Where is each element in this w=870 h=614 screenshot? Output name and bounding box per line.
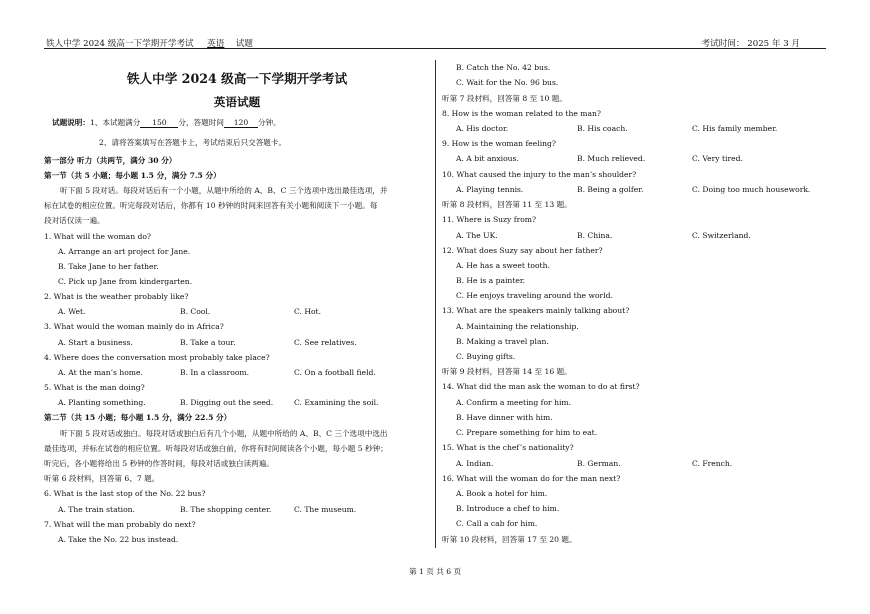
q8-option-a: A. His doctor. [456, 124, 509, 133]
material-7-note: 听第 7 段材料，回答第 8 至 10 题。 [442, 94, 567, 103]
header-subject: 英语 [207, 39, 225, 49]
instructions-line-1 [52, 119, 281, 128]
question-13: 13. What are the speakers mainly talking about? [442, 306, 630, 315]
page-footer: 第 1 页 共 6 页 [408, 567, 462, 576]
header-suffix: 试题 [235, 39, 253, 49]
q10-option-a: A. Playing tennis. [456, 185, 524, 194]
header-time-label: 考试时间： [701, 39, 745, 49]
q12-option-a: A. He has a sweet tooth. [456, 261, 550, 270]
q6-option-a: A. The train station. [58, 505, 135, 514]
q7-option-c: C. Wait for the No. 96 bus. [456, 78, 559, 87]
q14-option-a: A. Confirm a meeting for him. [456, 398, 572, 407]
section1-directions-3: 段对话仅读一遍。 [44, 216, 105, 225]
header-time-value: 2025 年 3 月 [747, 39, 800, 49]
question-14: 14. What did the man ask the woman to do at first? [442, 382, 640, 391]
question-6: 6. What is the last stop of the No. 22 bus? [44, 489, 206, 498]
section2-directions-1: 听下面 5 段对话或独白。每段对话或独白后有几个小题，从题中所给的 A、B、C 三个选项中选出 [60, 429, 388, 438]
q15-option-c: C. French. [692, 459, 733, 468]
q9-option-b: B. Much relieved. [577, 154, 646, 163]
question-2: 2. What is the weather probably like? [44, 292, 189, 301]
instructions-text-b: 分，答题时间 [178, 118, 224, 127]
q3-option-c: C. See relatives. [294, 338, 357, 347]
material-6-note: 听第 6 段材料，回答第 6、7 题。 [44, 474, 160, 483]
instructions-text-c: 分钟。 [257, 118, 281, 127]
question-7: 7. What will the man probably do next? [44, 520, 196, 529]
section1-directions-2: 标在试卷的相应位置。听完每段对话后，你都有 10 秒钟的时间来回答有关小题和阅读下一小题。每 [44, 201, 378, 210]
q15-option-b: B. German. [577, 459, 621, 468]
q6-option-b: B. The shopping center. [180, 505, 272, 514]
q11-option-c: C. Switzerland. [692, 231, 751, 240]
q9-option-c: C. Very tired. [692, 154, 743, 163]
q4-option-c: C. On a football field. [294, 368, 376, 377]
material-8-note: 听第 8 段材料，回答第 11 至 13 题。 [442, 200, 572, 209]
header-rule [44, 48, 826, 49]
q2-option-a: A. Wet. [58, 307, 86, 316]
q6-option-c: C. The museum. [294, 505, 357, 514]
q4-option-a: A. At the man’s home. [58, 368, 143, 377]
question-5: 5. What is the man doing? [44, 383, 145, 392]
q11-option-b: B. China. [577, 231, 613, 240]
column-divider [435, 60, 436, 548]
question-8: 8. How is the woman related to the man? [442, 109, 601, 118]
minutes-value: 120 [224, 119, 258, 128]
section1-directions-1: 听下面 5 段对话。每段对话后有一个小题，从题中所给的 A、B、C 三个选项中选出最佳选项，并 [60, 186, 388, 195]
exam-subtitle: 英语试题 [213, 95, 261, 109]
q8-option-c: C. His family member. [692, 124, 778, 133]
q9-option-a: A. A bit anxious. [456, 154, 519, 163]
q15-option-a: A. Indian. [456, 459, 494, 468]
q2-option-b: B. Cool. [180, 307, 211, 316]
q16-option-a: A. Book a hotel for him. [456, 489, 548, 498]
instructions-line-2: 2、请将答案填写在答题卡上，考试结束后只交答题卡。 [99, 138, 287, 147]
q10-option-c: C. Doing too much housework. [692, 185, 811, 194]
q5-option-c: C. Examining the soil. [294, 398, 379, 407]
material-10-note: 听第 10 段材料，回答第 17 至 20 题。 [442, 535, 577, 544]
q14-option-c: C. Prepare something for him to eat. [456, 428, 598, 437]
q7-option-b: B. Catch the No. 42 bus. [456, 63, 551, 72]
q10-option-b: B. Being a golfer. [577, 185, 644, 194]
q12-option-c: C. He enjoys traveling around the world. [456, 291, 613, 300]
question-9: 9. How is the woman feeling? [442, 139, 556, 148]
section2-directions-2: 最佳选项，并标在试卷的相应位置。听每段对话或独白前，你将有时间阅读各个小题，每小题 5 秒钟； [44, 444, 388, 453]
q1-option-b: B. Take Jane to her father. [58, 262, 159, 271]
material-9-note: 听第 9 段材料，回答第 14 至 16 题。 [442, 367, 572, 376]
q5-option-a: A. Planting something. [58, 398, 146, 407]
q12-option-b: B. He is a painter. [456, 276, 526, 285]
question-1: 1. What will the woman do? [44, 232, 152, 241]
score-value: 150 [140, 119, 178, 128]
q4-option-b: B. In a classroom. [180, 368, 250, 377]
q16-option-c: C. Call a cab for him. [456, 519, 538, 528]
question-4: 4. Where does the conversation most probably take place? [44, 353, 270, 362]
question-15: 15. What is the chef’s nationality? [442, 443, 574, 452]
q11-option-a: A. The UK. [456, 231, 498, 240]
question-10: 10. What caused the injury to the man’s shoulder? [442, 170, 637, 179]
q3-option-b: B. Take a tour. [180, 338, 236, 347]
question-3: 3. What would the woman mainly do in Africa? [44, 322, 224, 331]
header-school: 铁人中学 2024 级高一下学期开学考试 [46, 39, 194, 49]
instructions-label: 试题说明： [52, 118, 90, 127]
q3-option-a: A. Start a business. [58, 338, 133, 347]
q8-option-b: B. His coach. [577, 124, 628, 133]
q1-option-a: A. Arrange an art project for Jane. [58, 247, 191, 256]
q1-option-c: C. Pick up Jane from kindergarten. [58, 277, 193, 286]
instructions-text-a: 1、本试题满分 [89, 118, 141, 127]
q13-option-c: C. Buying gifts. [456, 352, 516, 361]
exam-title: 铁人中学 2024 级高一下学期开学考试 [126, 71, 348, 86]
question-16: 16. What will the woman do for the man next? [442, 474, 621, 483]
q13-option-b: B. Making a travel plan. [456, 337, 549, 346]
q5-option-b: B. Digging out the seed. [180, 398, 274, 407]
question-12: 12. What does Suzy say about her father? [442, 246, 603, 255]
q2-option-c: C. Hot. [294, 307, 322, 316]
q16-option-b: B. Introduce a chef to him. [456, 504, 560, 513]
q14-option-b: B. Have dinner with him. [456, 413, 553, 422]
section2-directions-3: 听完后，各小题将给出 5 秒钟的作答时间，每段对话或独白读两遍。 [44, 459, 274, 468]
q13-option-a: A. Maintaining the relationship. [456, 322, 579, 331]
part1-heading: 第一部分 听力（共两节，满分 30 分） [44, 156, 177, 165]
q7-option-a: A. Take the No. 22 bus instead. [58, 535, 179, 544]
section2-heading: 第二节（共 15 小题；每小题 1.5 分，满分 22.5 分） [44, 413, 232, 422]
question-11: 11. Where is Suzy from? [442, 215, 537, 224]
section1-heading: 第一节（共 5 小题；每小题 1.5 分，满分 7.5 分） [44, 171, 221, 180]
